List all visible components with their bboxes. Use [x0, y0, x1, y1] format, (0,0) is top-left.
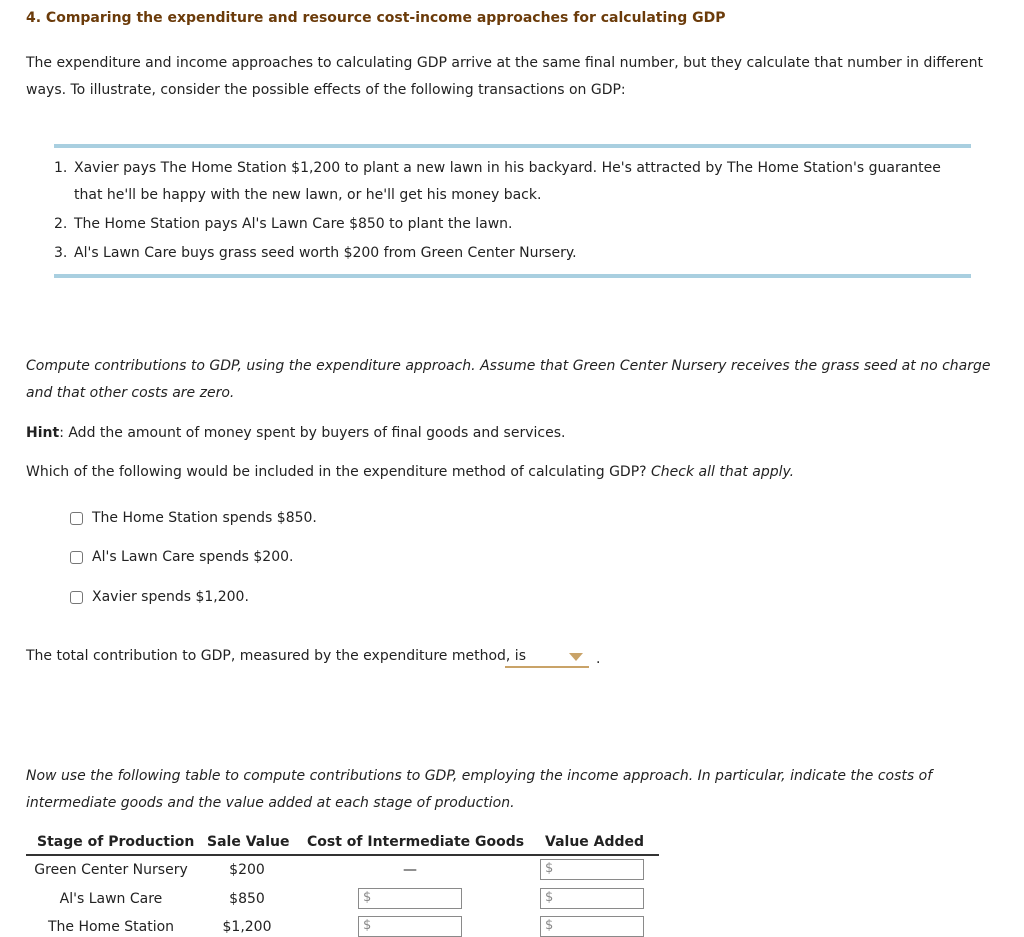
stage-home-station: The Home Station	[47, 919, 175, 935]
currency-symbol: $	[545, 890, 554, 905]
stage-als-lawn-care: Al's Lawn Care	[59, 891, 163, 907]
total-gdp-dropdown[interactable]	[505, 646, 589, 668]
list-item	[54, 155, 971, 209]
bottom-divider	[54, 274, 971, 278]
transaction-list	[54, 155, 971, 267]
cost-home-station-input[interactable]	[358, 916, 462, 937]
top-divider	[54, 144, 971, 148]
item-number: 1.	[54, 160, 68, 176]
hint-label: Hint	[26, 425, 60, 441]
table-header-rule	[26, 854, 659, 856]
income-instructions: Now use the following table to compute contributions to GDP, employing the income approach. In particular, indicate the costs of intermediate goods and the value added at each stage of production.	[26, 768, 933, 811]
cost-green-center-dash: —	[403, 862, 417, 878]
hint-body: : Add the amount of money spent by buyers of final goods and services.	[59, 425, 566, 441]
option-xavier[interactable]	[70, 587, 249, 607]
hint-text	[26, 420, 1001, 447]
option-home-station[interactable]	[70, 508, 317, 528]
list-item	[54, 211, 971, 238]
sentence-period: .	[596, 651, 601, 667]
question-emphasis: Check all that apply.	[651, 464, 795, 480]
header-value-added: Value Added	[545, 834, 645, 850]
header-stage: Stage of Production	[37, 834, 195, 850]
currency-symbol: $	[363, 890, 372, 905]
question-text	[26, 459, 1001, 486]
value-added-als-lawn-care-input[interactable]	[540, 888, 644, 909]
expenditure-instructions: Compute contributions to GDP, using the expenditure approach. Assume that Green Center Nursery receives the grass seed at no charge and that other costs are zero.	[26, 358, 991, 401]
sale-value-als-lawn-care: $850	[229, 891, 265, 907]
currency-symbol: $	[545, 861, 554, 876]
question-body: Which of the following would be included in the expenditure method of calculating GDP?	[26, 464, 652, 480]
item-text: Xavier pays The Home Station $1,200 to plant a new lawn in his backyard. He's attracted by The Home Station's guarantee that he'll be happy with the new lawn, or he'll get his money back.	[74, 160, 941, 203]
checkbox[interactable]	[70, 512, 83, 525]
stage-green-center: Green Center Nursery	[34, 862, 188, 878]
header-cost-intermediate: Cost of Intermediate Goods	[307, 834, 525, 850]
sale-value-home-station: $1,200	[222, 919, 272, 935]
item-text: The Home Station pays Al's Lawn Care $850 to plant the lawn.	[74, 216, 513, 232]
option-label: Xavier spends $1,200.	[92, 589, 249, 605]
option-label: Al's Lawn Care spends $200.	[92, 549, 294, 565]
option-als-lawn-care[interactable]	[70, 547, 293, 567]
checkbox[interactable]	[70, 591, 83, 604]
intro-paragraph: The expenditure and income approaches to calculating GDP arrive at the same final number, but they calculate that number in different ways. To illustrate, consider the possible effects of the following transactions on GDP:	[26, 55, 983, 98]
cost-als-lawn-care-input[interactable]	[358, 888, 462, 909]
total-sentence: The total contribution to GDP, measured by the expenditure method, is	[26, 648, 526, 664]
list-item	[54, 240, 971, 267]
checkbox[interactable]	[70, 551, 83, 564]
caret-down-icon	[569, 653, 583, 661]
item-number: 3.	[54, 245, 68, 261]
option-label: The Home Station spends $850.	[92, 510, 317, 526]
currency-symbol: $	[363, 918, 372, 933]
page-title: 4. Comparing the expenditure and resource cost-income approaches for calculating GDP	[26, 10, 726, 26]
value-added-home-station-input[interactable]	[540, 916, 644, 937]
header-sale-value: Sale Value	[207, 834, 290, 850]
item-number: 2.	[54, 216, 68, 232]
currency-symbol: $	[545, 918, 554, 933]
sale-value-green-center: $200	[229, 862, 265, 878]
value-added-green-center-input[interactable]	[540, 859, 644, 880]
item-text: Al's Lawn Care buys grass seed worth $200 from Green Center Nursery.	[74, 245, 577, 261]
